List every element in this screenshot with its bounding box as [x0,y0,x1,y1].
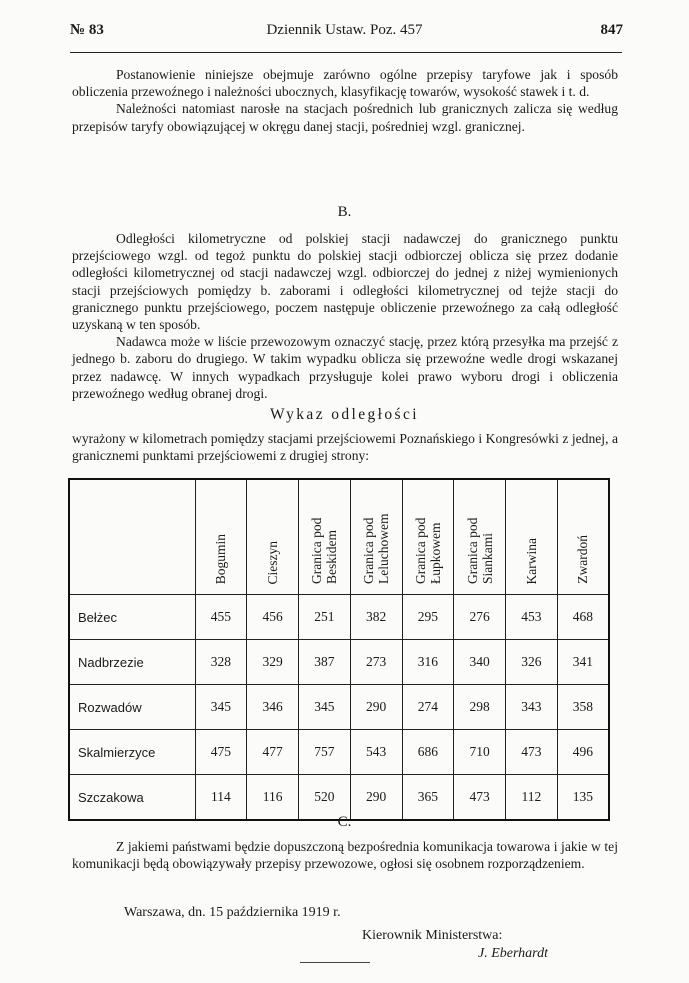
paragraph: Należności natomiast narosłe na stacjach pośrednich lub granicznych zalicza się według przepisów taryfy obowiązującej w okręgu danej stacji, pośredniej wzgl. granicznej. [72,101,618,134]
row-station: Szczakowa [69,775,195,821]
table-cell: 365 [402,775,454,821]
table-cell: 328 [195,640,247,685]
table-cell: 276 [454,595,506,640]
row-station: Skalmierzyce [69,730,195,775]
paragraph: Z jakiemi państwami będzie dopuszczoną bezpośrednia komunikacja towarowa i jakie w tej komunikacji będą obowiązywały przepisy przewozowe, ogłosi się osobnem rozporządzeniem. [72,839,618,872]
table-cell: 456 [247,595,299,640]
table-cell: 329 [247,640,299,685]
table-cell: 290 [350,775,402,821]
section-a-text [72,66,618,135]
row-station: Bełżec [69,595,195,640]
table-cell: 341 [557,640,609,685]
table-cell: 382 [350,595,402,640]
table-cell: 710 [454,730,506,775]
table-cell: 455 [195,595,247,640]
distance-table [68,478,610,821]
table-row [69,640,609,685]
table-cell: 468 [557,595,609,640]
table-cell: 273 [350,640,402,685]
table-cell: 346 [247,685,299,730]
table-cell: 453 [506,595,558,640]
table-cell: 298 [454,685,506,730]
signature-rule [300,962,370,963]
table-cell: 358 [557,685,609,730]
header-rule [70,52,622,53]
column-header: Karwina [506,479,558,595]
section-c-heading: C. [337,814,352,830]
table-cell: 387 [299,640,351,685]
paragraph: Nadawca może w liście przewozowym oznaczyć stację, przez którą przesyłka ma przejść z jednego b. zaboru do drugiego. W takim wypadku oblicza się przewoźne wedle drogi wskazanej przez nadawcę. W innych wypadkach przysługuje kolei prawo wyboru drogi i obliczenia przewoźnego według obranej drogi. [72,334,618,401]
column-header: Zwardoń [557,479,609,595]
table-cell: 135 [557,775,609,821]
table-cell: 345 [299,685,351,730]
section-b-heading: B. [337,204,352,220]
table-cell: 496 [557,730,609,775]
table-title: Wykaz odległości [270,406,419,423]
column-header: Bogumin [195,479,247,595]
table-cell: 477 [247,730,299,775]
table-cell: 326 [506,640,558,685]
journal-header: Dziennik Ustaw. Poz. 457 [266,22,423,38]
table-cell: 316 [402,640,454,685]
table-cell: 116 [247,775,299,821]
section-b-text [72,230,618,402]
column-header: Cieszyn [247,479,299,595]
table-cell: 757 [299,730,351,775]
row-station: Rozwadów [69,685,195,730]
row-station: Nadbrzezie [69,640,195,685]
column-header: Granica pod Łupkowem [402,479,454,595]
table-cell: 686 [402,730,454,775]
table-cell: 340 [454,640,506,685]
table-cell: 290 [350,685,402,730]
table-cell: 251 [299,595,351,640]
table-cell: 112 [506,775,558,821]
minister-title: Kierownik Ministerstwa: [362,928,503,943]
table-cell: 473 [454,775,506,821]
table-row [69,730,609,775]
table-cell: 345 [195,685,247,730]
table-cell: 295 [402,595,454,640]
paragraph: Odległości kilometryczne od polskiej stacji nadawczej do granicznego punktu przejściowego wzgl. od tegoż punktu do polskiej stacji odbiorczej oblicza się przez dodanie odległości kilometrycznej od stacji nadawczej wzgl. odbiorczej do jednej z niżej wymienionych stacji przejściowych pomiędzy b. zaborami i odległości kilometrycznej od tejże stacji do granicznego punktu przejściowego, poczem następuje obliczenie przewoźnego za całą odległość uzyskaną w ten sposób. [72,231,618,333]
table-cell: 473 [506,730,558,775]
column-header: Granica pod Leluchowem [350,479,402,595]
paragraph: Postanowienie niniejsze obejmuje zarówno ogólne przepisy taryfowe jak i sposób obliczenia przewoźnego i należności ubocznych, klasyfikację towarów, wysokość stawek i t. d. [72,67,618,100]
table-row [69,685,609,730]
table-cell: 543 [350,730,402,775]
table-cell: 114 [195,775,247,821]
table-cell: 343 [506,685,558,730]
table-header-row [69,479,609,595]
section-c-text [72,838,618,872]
corner-cell [69,479,195,595]
table-cell: 520 [299,775,351,821]
place-date: Warszawa, dn. 15 października 1919 r. [124,905,341,920]
issue-number: № 83 [70,22,104,38]
column-header: Granica pod Beskidem [299,479,351,595]
signature-name: J. Eberhardt [478,946,548,961]
column-header: Granica pod Siankami [454,479,506,595]
page-number: 847 [600,22,623,38]
table-cell: 475 [195,730,247,775]
table-row [69,595,609,640]
table-description: wyrażony w kilometrach pomiędzy stacjami przejściowemi Poznańskiego i Kongresówki z jednej, a granicznemi punktami przejściowemi z drugiej strony: [72,431,618,464]
table-cell: 274 [402,685,454,730]
